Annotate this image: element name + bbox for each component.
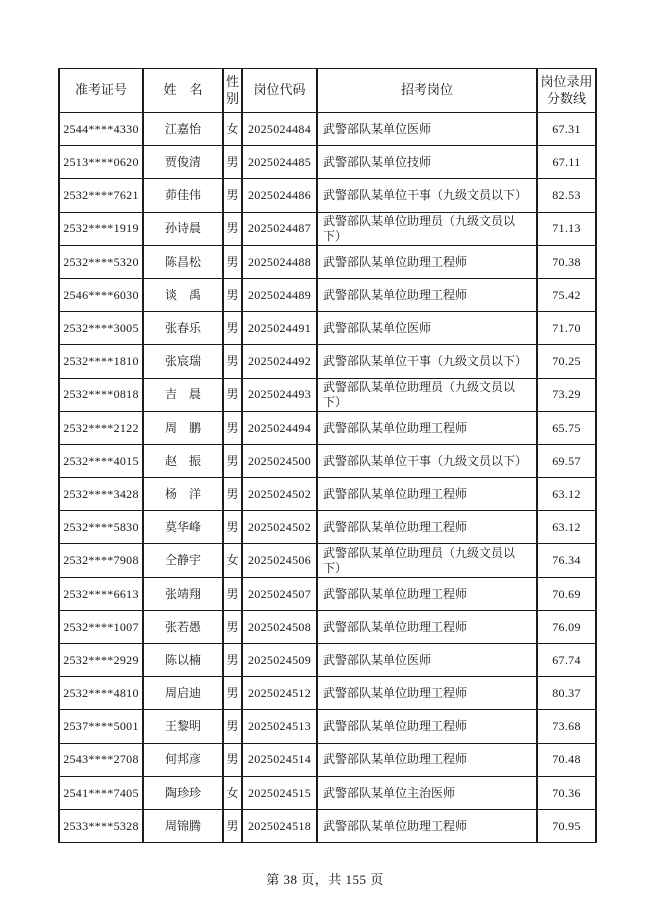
table-row [59, 212, 596, 245]
cell-admission-no: 2532****7621 [59, 179, 143, 212]
cell-score: 70.38 [537, 245, 596, 278]
cell-admission-no: 2532****5830 [59, 511, 143, 544]
table-row [59, 577, 596, 610]
cell-position-code: 2025024513 [242, 710, 317, 743]
cell-score: 67.74 [537, 644, 596, 677]
cell-position-title: 武警部队某单位助理工程师 [317, 710, 537, 743]
cell-admission-no: 2537****5001 [59, 710, 143, 743]
cell-name: 赵 振 [143, 444, 223, 477]
cell-position-code: 2025024508 [242, 610, 317, 643]
cell-position-code: 2025024502 [242, 511, 317, 544]
cell-position-code: 2025024514 [242, 743, 317, 776]
cell-position-title: 武警部队某单位助理工程师 [317, 610, 537, 643]
cell-gender: 男 [223, 411, 242, 444]
cell-name: 陈昌松 [143, 245, 223, 278]
cell-position-code: 2025024484 [242, 113, 317, 146]
cell-position-title: 武警部队某单位助理工程师 [317, 245, 537, 278]
cell-score: 69.57 [537, 444, 596, 477]
cell-gender: 男 [223, 577, 242, 610]
cell-position-code: 2025024491 [242, 312, 317, 345]
cell-admission-no: 2544****4330 [59, 113, 143, 146]
cell-admission-no: 2532****3428 [59, 478, 143, 511]
cell-position-title: 武警部队某单位主治医师 [317, 776, 537, 809]
cell-admission-no: 2543****2708 [59, 743, 143, 776]
table-row [59, 179, 596, 212]
cell-score: 70.48 [537, 743, 596, 776]
cell-name: 贾俊清 [143, 146, 223, 179]
col-header-name: 姓 名 [143, 69, 223, 113]
cell-name: 陶珍珍 [143, 776, 223, 809]
cell-admission-no: 2532****6613 [59, 577, 143, 610]
cell-score: 65.75 [537, 411, 596, 444]
cell-gender: 男 [223, 146, 242, 179]
cell-score: 70.95 [537, 809, 596, 842]
cell-score: 70.25 [537, 345, 596, 378]
cell-position-code: 2025024492 [242, 345, 317, 378]
cell-position-code: 2025024488 [242, 245, 317, 278]
cell-admission-no: 2532****7908 [59, 544, 143, 577]
cell-position-title: 武警部队某单位助理工程师 [317, 411, 537, 444]
cell-name: 张春乐 [143, 312, 223, 345]
table-row [59, 444, 596, 477]
cell-gender: 男 [223, 743, 242, 776]
col-header-position-title: 招考岗位 [317, 69, 537, 113]
cell-admission-no: 2532****1007 [59, 610, 143, 643]
cell-name: 何邦彦 [143, 743, 223, 776]
cell-admission-no: 2532****3005 [59, 312, 143, 345]
cell-position-title: 武警部队某单位医师 [317, 644, 537, 677]
cell-gender: 男 [223, 610, 242, 643]
cell-gender: 男 [223, 478, 242, 511]
cell-position-title: 武警部队某单位助理员（九级文员以下） [317, 212, 537, 245]
cell-position-code: 2025024486 [242, 179, 317, 212]
cell-gender: 男 [223, 212, 242, 245]
cell-position-code: 2025024506 [242, 544, 317, 577]
cell-score: 76.09 [537, 610, 596, 643]
cell-position-title: 武警部队某单位医师 [317, 312, 537, 345]
table-row [59, 677, 596, 710]
cell-admission-no: 2532****5320 [59, 245, 143, 278]
cell-position-title: 武警部队某单位助理工程师 [317, 577, 537, 610]
cell-gender: 男 [223, 179, 242, 212]
cell-admission-no: 2532****1919 [59, 212, 143, 245]
cell-gender: 男 [223, 312, 242, 345]
cell-name: 张靖翔 [143, 577, 223, 610]
table-row [59, 245, 596, 278]
cell-gender: 男 [223, 809, 242, 842]
cell-admission-no: 2541****7405 [59, 776, 143, 809]
cell-name: 周锦腾 [143, 809, 223, 842]
table-row [59, 312, 596, 345]
cell-name: 孙诗晨 [143, 212, 223, 245]
cell-admission-no: 2532****2122 [59, 411, 143, 444]
cell-position-title: 武警部队某单位干事（九级文员以下） [317, 345, 537, 378]
cell-name: 张若愚 [143, 610, 223, 643]
table-row [59, 146, 596, 179]
cell-position-title: 武警部队某单位助理工程师 [317, 743, 537, 776]
cell-name: 谈 禹 [143, 278, 223, 311]
cell-position-title: 武警部队某单位助理工程师 [317, 278, 537, 311]
cell-position-title: 武警部队某单位助理工程师 [317, 511, 537, 544]
cell-position-code: 2025024494 [242, 411, 317, 444]
cell-score: 73.29 [537, 378, 596, 411]
cell-gender: 女 [223, 776, 242, 809]
cell-position-title: 武警部队某单位助理工程师 [317, 478, 537, 511]
cell-name: 江嘉怡 [143, 113, 223, 146]
col-header-score-cutoff: 岗位录用分数线 [537, 69, 596, 113]
table-row [59, 743, 596, 776]
page-number-footer: 第 38 页，共 155 页 [266, 872, 384, 887]
cell-admission-no: 2532****2929 [59, 644, 143, 677]
col-header-position-code: 岗位代码 [242, 69, 317, 113]
cell-name: 周启迪 [143, 677, 223, 710]
cell-position-code: 2025024515 [242, 776, 317, 809]
cell-admission-no: 2533****5328 [59, 809, 143, 842]
cell-position-code: 2025024509 [242, 644, 317, 677]
cell-position-code: 2025024487 [242, 212, 317, 245]
cell-position-title: 武警部队某单位医师 [317, 113, 537, 146]
cell-gender: 男 [223, 245, 242, 278]
score-cutoff-table [58, 68, 597, 843]
cell-admission-no: 2532****0818 [59, 378, 143, 411]
cell-position-title: 武警部队某单位干事（九级文员以下） [317, 444, 537, 477]
cell-position-code: 2025024493 [242, 378, 317, 411]
cell-position-code: 2025024512 [242, 677, 317, 710]
cell-score: 67.11 [537, 146, 596, 179]
table-body [59, 113, 596, 843]
cell-position-code: 2025024502 [242, 478, 317, 511]
table-row [59, 478, 596, 511]
cell-admission-no: 2546****6030 [59, 278, 143, 311]
cell-name: 张宸瑞 [143, 345, 223, 378]
cell-score: 75.42 [537, 278, 596, 311]
table-row [59, 411, 596, 444]
table-row [59, 809, 596, 842]
table-row [59, 710, 596, 743]
cell-gender: 男 [223, 511, 242, 544]
table-row [59, 644, 596, 677]
cell-name: 茆佳伟 [143, 179, 223, 212]
header-row [59, 69, 596, 113]
cell-name: 吉 晨 [143, 378, 223, 411]
cell-position-title: 武警部队某单位助理员（九级文员以下） [317, 544, 537, 577]
cell-position-code: 2025024489 [242, 278, 317, 311]
cell-position-code: 2025024518 [242, 809, 317, 842]
cell-position-title: 武警部队某单位助理工程师 [317, 677, 537, 710]
cell-score: 63.12 [537, 478, 596, 511]
cell-admission-no: 2532****4810 [59, 677, 143, 710]
cell-score: 76.34 [537, 544, 596, 577]
table-row [59, 345, 596, 378]
cell-position-title: 武警部队某单位助理员（九级文员以下） [317, 378, 537, 411]
cell-admission-no: 2532****4015 [59, 444, 143, 477]
table-row [59, 511, 596, 544]
cell-name: 王黎明 [143, 710, 223, 743]
cell-position-code: 2025024500 [242, 444, 317, 477]
table-row [59, 544, 596, 577]
cell-name: 周 鹏 [143, 411, 223, 444]
cell-gender: 男 [223, 345, 242, 378]
cell-position-title: 武警部队某单位干事（九级文员以下） [317, 179, 537, 212]
cell-score: 80.37 [537, 677, 596, 710]
cell-score: 67.31 [537, 113, 596, 146]
cell-gender: 男 [223, 677, 242, 710]
cell-gender: 男 [223, 278, 242, 311]
cell-name: 仝静宇 [143, 544, 223, 577]
cell-admission-no: 2513****0620 [59, 146, 143, 179]
cell-gender: 男 [223, 644, 242, 677]
cell-position-code: 2025024485 [242, 146, 317, 179]
cell-name: 莫华峰 [143, 511, 223, 544]
cell-admission-no: 2532****1810 [59, 345, 143, 378]
cell-score: 82.53 [537, 179, 596, 212]
table-row [59, 113, 596, 146]
cell-position-title: 武警部队某单位助理工程师 [317, 809, 537, 842]
cell-gender: 女 [223, 113, 242, 146]
cell-gender: 男 [223, 710, 242, 743]
cell-score: 71.70 [537, 312, 596, 345]
table-row [59, 278, 596, 311]
col-header-admission-no: 准考证号 [59, 69, 143, 113]
cell-position-title: 武警部队某单位技师 [317, 146, 537, 179]
table-header [59, 69, 596, 113]
table-row [59, 378, 596, 411]
cell-gender: 女 [223, 544, 242, 577]
cell-name: 陈以楠 [143, 644, 223, 677]
cell-gender: 男 [223, 378, 242, 411]
cell-score: 63.12 [537, 511, 596, 544]
cell-name: 杨 洋 [143, 478, 223, 511]
table-row [59, 610, 596, 643]
cell-gender: 男 [223, 444, 242, 477]
cell-score: 70.36 [537, 776, 596, 809]
cell-score: 71.13 [537, 212, 596, 245]
cell-score: 73.68 [537, 710, 596, 743]
col-header-gender: 性别 [223, 69, 242, 113]
cell-score: 70.69 [537, 577, 596, 610]
table-row [59, 776, 596, 809]
cell-position-code: 2025024507 [242, 577, 317, 610]
